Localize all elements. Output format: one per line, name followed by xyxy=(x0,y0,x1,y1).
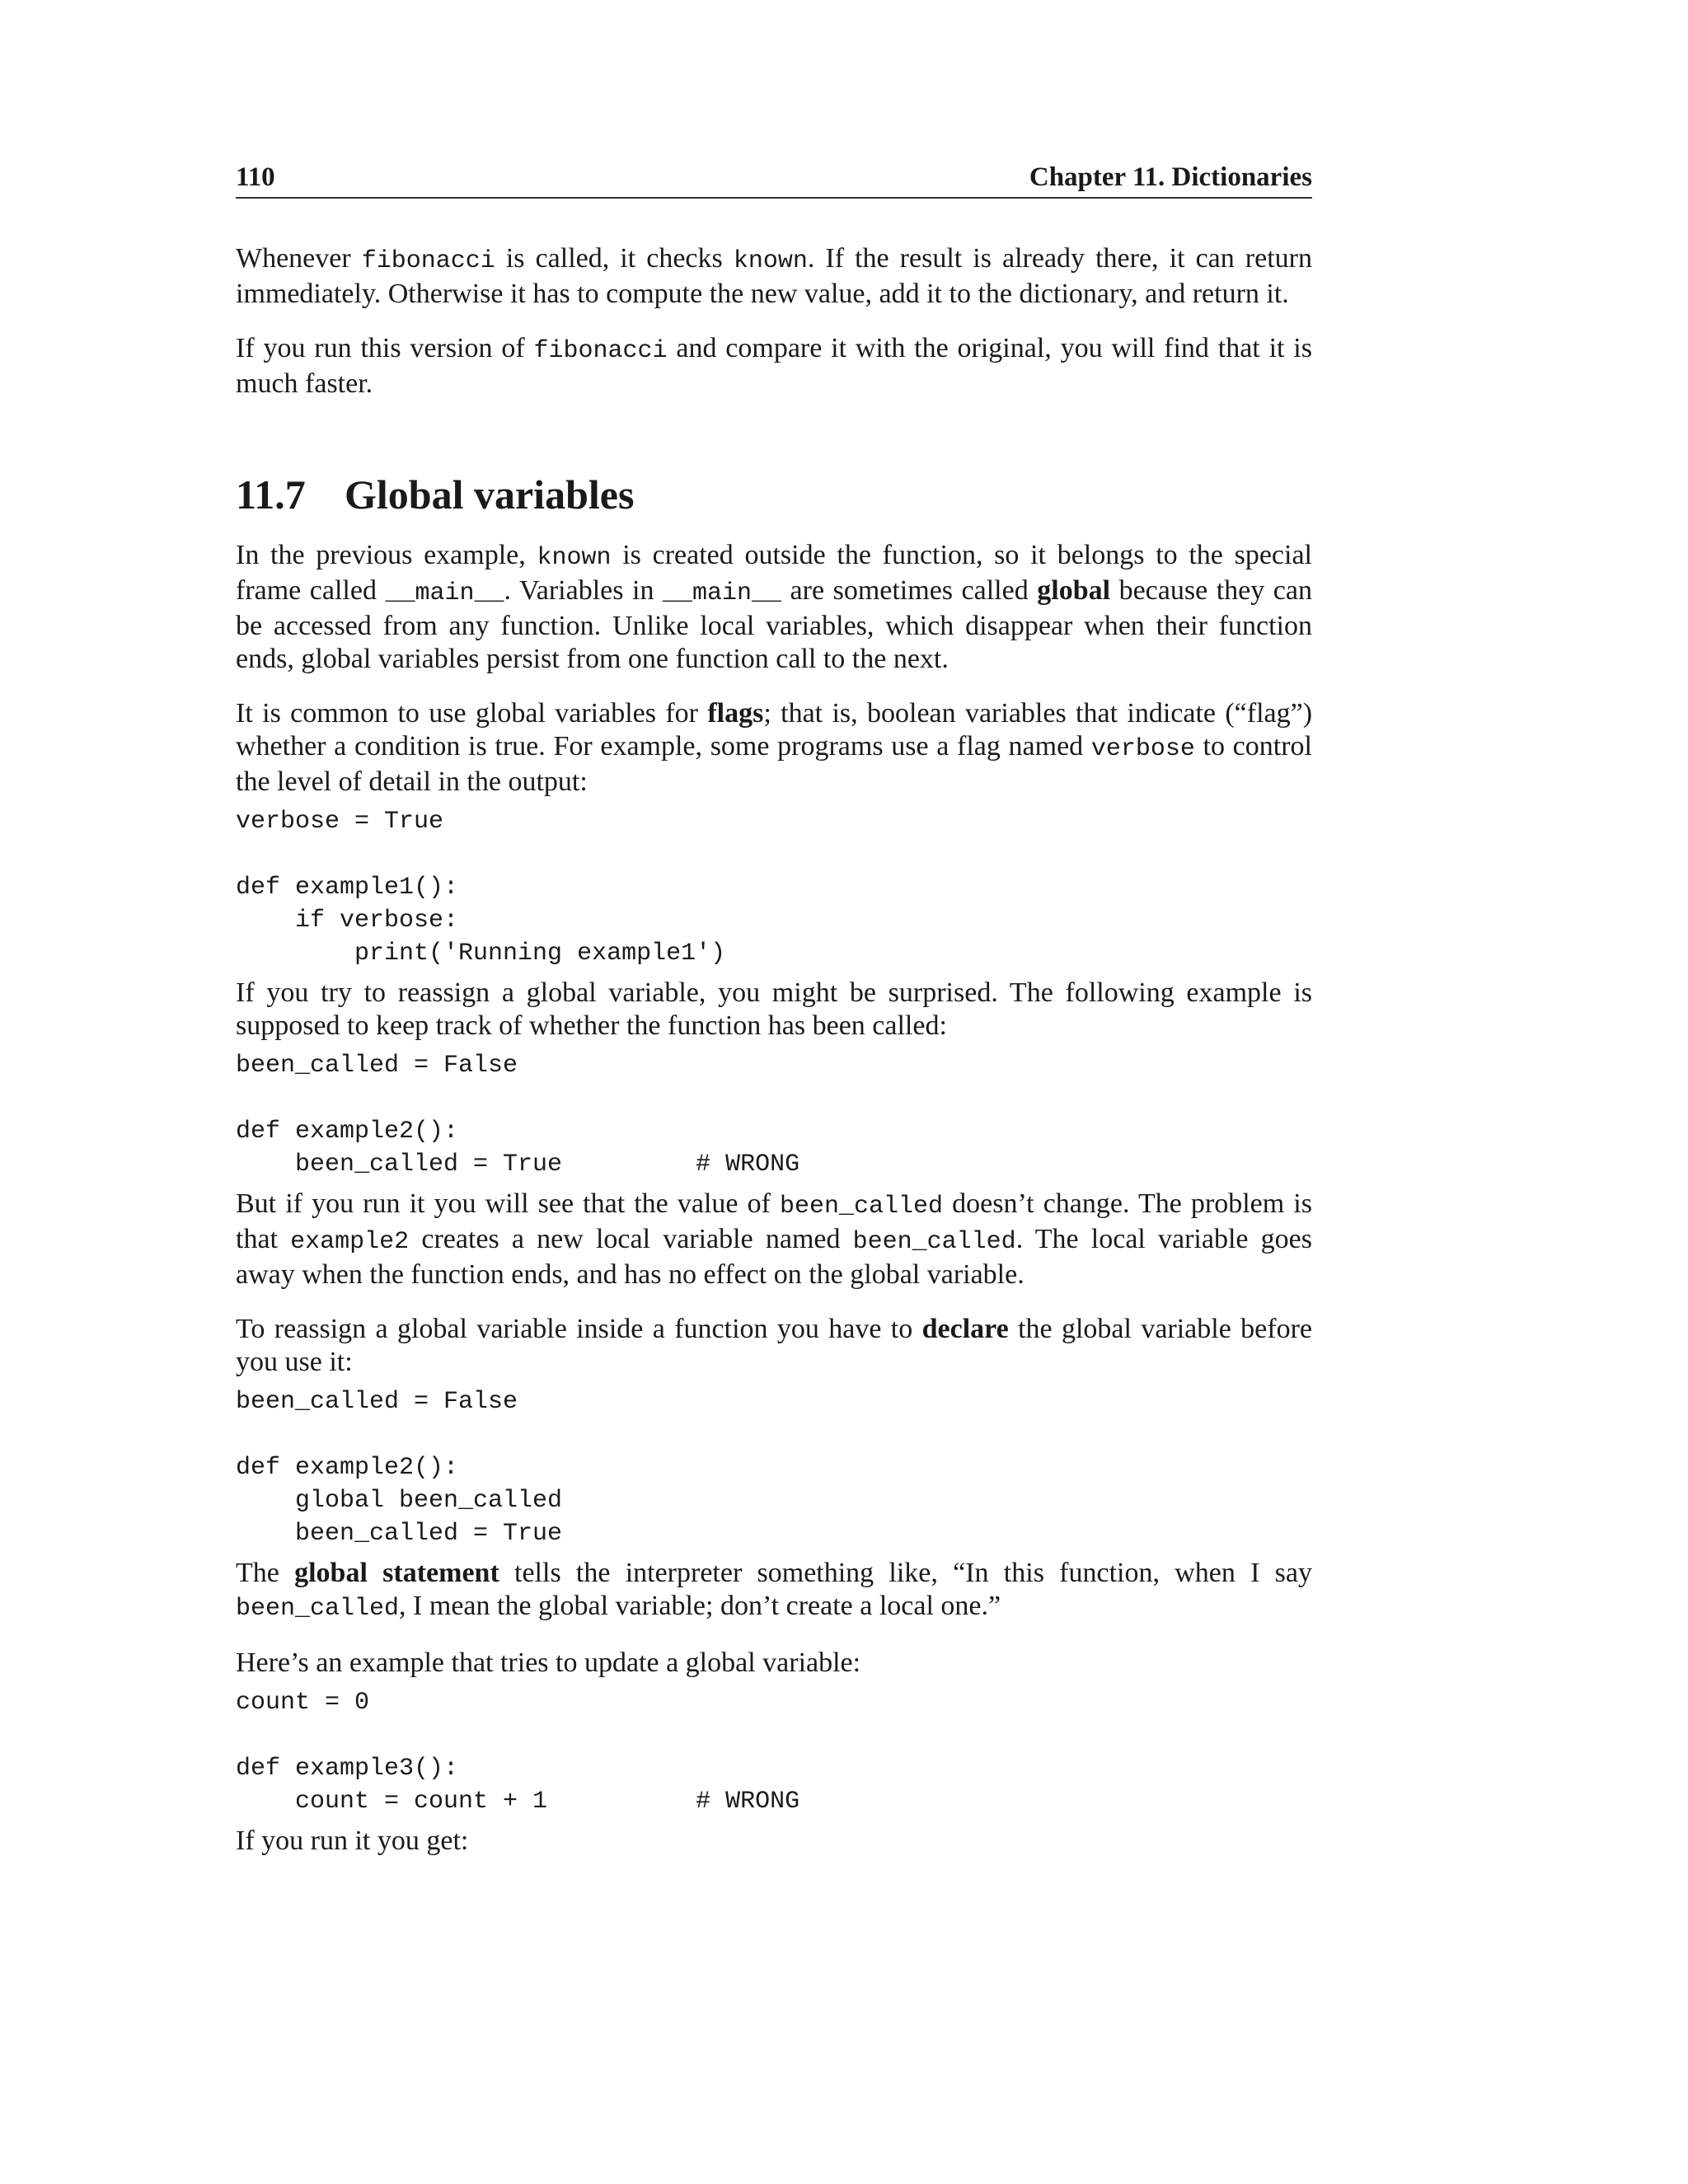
section-heading xyxy=(236,470,1312,519)
inline-code: been_called xyxy=(780,1193,944,1221)
paragraph-declare: To reassign a global variable inside a function you have to declare the global variable before you use it: xyxy=(236,1314,1313,1377)
bold-term: global statement xyxy=(294,1558,499,1588)
book-page xyxy=(236,161,1312,1858)
inline-code: known xyxy=(537,544,612,572)
inline-code: been_called xyxy=(852,1228,1016,1256)
chapter-title: Chapter 11. Dictionaries xyxy=(1029,162,1312,192)
code-block-example3: count = 0 def example3(): count = count + 1 # WRONG xyxy=(236,1689,800,1816)
inline-code: example2 xyxy=(290,1228,410,1256)
paragraph-reassign: If you try to reassign a global variable, you might be surprised. The following example is supposed to keep track of whether the function has been called: xyxy=(236,977,1312,1041)
paragraph-update-example: Here’s an example that tries to update a global variable: xyxy=(236,1647,861,1678)
paragraph-fibonacci-known: Whenever fibonacci is called, it checks known. If the result is already there, it can return immediately. Otherwise it has to compute the new value, add it to the dictionary, and return it. xyxy=(236,243,1312,309)
code-block-example2-global: been_called = False def example2(): global been_called been_called = True xyxy=(236,1388,563,1548)
paragraph-flags: It is common to use global variables for flags; that is, boolean variables that indicate (“flag”) whether a condition is true. For example, some programs use a flag named verbose to control the level of detail in the output: xyxy=(236,698,1313,797)
running-header xyxy=(236,161,1312,199)
paragraph-faster: If you run this version of fibonacci and compare it with the original, you will find that it is much faster. xyxy=(236,333,1312,399)
inline-code: verbose xyxy=(1090,735,1195,763)
section-number: 11.7 xyxy=(236,471,306,518)
inline-code: fibonacci xyxy=(361,247,495,275)
bold-term: global xyxy=(1037,575,1111,606)
inline-code: fibonacci xyxy=(533,337,668,365)
inline-code: __main__ xyxy=(385,579,504,607)
bold-term: flags xyxy=(707,698,764,729)
code-block-verbose: verbose = True def example1(): if verbose: print('Running example1') xyxy=(236,808,726,968)
paragraph-run-it: If you run it you get: xyxy=(236,1825,469,1856)
inline-code: known xyxy=(733,247,808,275)
section-title: Global variables xyxy=(345,471,635,518)
paragraph-global-intro: In the previous example, known is created outside the function, so it belongs to the special frame called __main__. Variables in __main__ are sometimes called global because they can be accessed from any function. Unlike local variables, which disappear when their function ends, global variables persist from one function call to the next. xyxy=(236,540,1313,674)
page-number: 110 xyxy=(236,162,275,192)
inline-code: been_called xyxy=(236,1595,400,1623)
inline-code: __main__ xyxy=(662,579,782,607)
paragraph-global-statement: The global statement tells the interpreter something like, “In this function, when I say been_called, I mean the global variable; don’t create a local one.” xyxy=(236,1558,1312,1623)
paragraph-local-variable: But if you run it you will see that the value of been_called doesn’t change. The problem is that example2 creates a new local variable named been_called. The local variable goes away when the function ends, and has no effect on the global variable. xyxy=(236,1188,1312,1290)
bold-term: declare xyxy=(921,1314,1009,1344)
code-block-example2-wrong: been_called = False def example2(): been_called = True # WRONG xyxy=(236,1052,800,1179)
